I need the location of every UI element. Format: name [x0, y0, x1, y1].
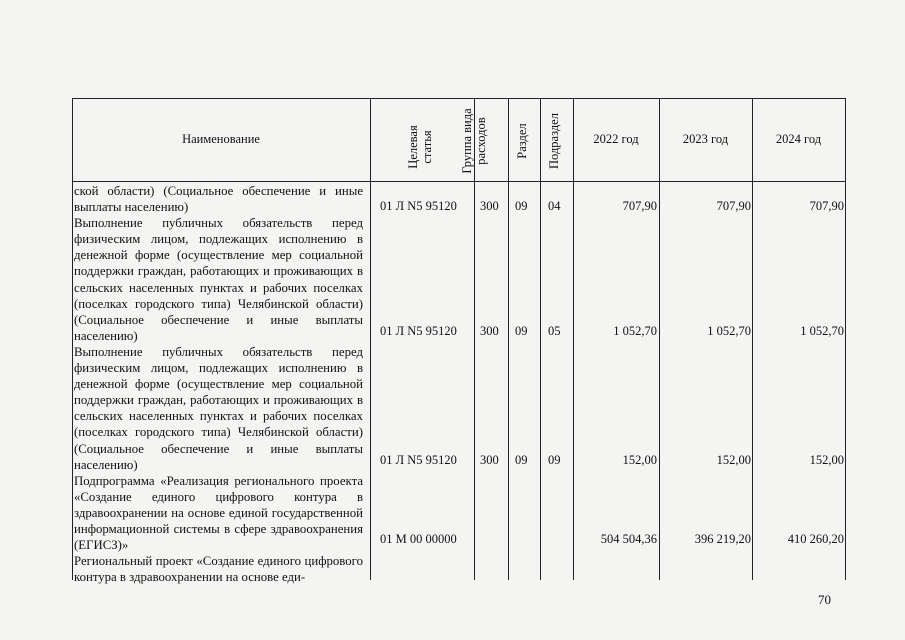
- col-border-0: [72, 98, 73, 580]
- row2-group: 300: [480, 453, 499, 467]
- row0-article: 01 Л N5 95120: [380, 199, 457, 213]
- header-2022: 2022 год: [593, 132, 639, 146]
- row0-subsection: 04: [548, 199, 561, 213]
- header-bottom-border: [72, 181, 846, 182]
- col-border-1: [370, 98, 371, 580]
- row0-group: 300: [480, 199, 499, 213]
- page-number: 70: [818, 592, 831, 607]
- row1-group: 300: [480, 324, 499, 338]
- name-item-2: Выполнение публичных обязательств перед физическим лицом, подлежащих исполнению в денежной форме (осуществление мер социальной поддержки граждан, работающих и проживающих в сельских населенных пунктах и рабочих поселках (поселках городского типа) Челябинской области) (Социальное обеспечение и иные выплаты населению): [74, 344, 363, 472]
- header-expense-group: [461, 101, 491, 181]
- row2-2022: 152,00: [622, 453, 657, 467]
- col-border-8: [845, 98, 846, 580]
- header-expense-group-l2: расходов: [473, 117, 488, 165]
- row1-subsection: 05: [548, 324, 561, 338]
- name-item-4: Региональный проект «Создание единого цифрового контура в здравоохранении на основе еди-: [74, 554, 363, 585]
- header-section: Раздел: [515, 123, 529, 159]
- row1-article: 01 Л N5 95120: [380, 324, 457, 338]
- header-expense-group-l1: Группа вида: [460, 108, 474, 174]
- header-2024: 2024 год: [775, 132, 822, 146]
- row0-2023: 707,90: [716, 199, 751, 213]
- row0-section: 09: [515, 199, 528, 213]
- row2-2023: 152,00: [716, 453, 751, 467]
- name-column: [74, 183, 363, 585]
- table-top-border: [72, 98, 846, 99]
- row0-2022: 707,90: [622, 199, 657, 213]
- header-target-article: [407, 97, 437, 197]
- col-border-7: [752, 98, 753, 580]
- name-item-1: Выполнение публичных обязательств перед физическим лицом, подлежащих исполнению в денежной форме (осуществление мер социальной поддержки граждан, работающих и проживающих в сельских населенных пунктах и рабочих поселках (поселках городского типа) Челябинской области) (Социальное обеспечение и иные выплаты населению): [74, 216, 363, 343]
- col-border-5: [573, 98, 574, 580]
- header-subsection: Подраздел: [547, 113, 561, 169]
- col-border-4: [540, 98, 541, 580]
- row1-2024: 1 052,70: [800, 324, 844, 338]
- header-name: Наименование: [182, 132, 260, 146]
- row2-section: 09: [515, 453, 528, 467]
- col-border-3: [508, 98, 509, 580]
- header-2023: 2023 год: [682, 132, 729, 146]
- name-item-0: ской области) (Социальное обеспечение и иные выплаты населению): [74, 184, 363, 215]
- row0-2024: 707,90: [809, 199, 844, 213]
- row3-2023: 396 219,20: [694, 532, 751, 546]
- row3-article: 01 М 00 00000: [380, 532, 457, 546]
- row2-subsection: 09: [548, 453, 561, 467]
- row2-article: 01 Л N5 95120: [380, 453, 457, 467]
- header-target-article-l1: Целевая: [406, 125, 420, 169]
- row3-2022: 504 504,36: [600, 532, 657, 546]
- row1-2022: 1 052,70: [613, 324, 657, 338]
- name-item-3: Подпрограмма «Реализация регионального проекта «Создание единого цифрового контура в здравоохранении на основе единой государственной информационной системы в сфере здравоохранения (ЕГИСЗ)»: [74, 473, 363, 553]
- row3-2024: 410 260,20: [787, 532, 844, 546]
- row2-2024: 152,00: [809, 453, 844, 467]
- row1-section: 09: [515, 324, 528, 338]
- col-border-6: [659, 98, 660, 580]
- row1-2023: 1 052,70: [707, 324, 751, 338]
- header-target-article-l2: статья: [419, 130, 434, 164]
